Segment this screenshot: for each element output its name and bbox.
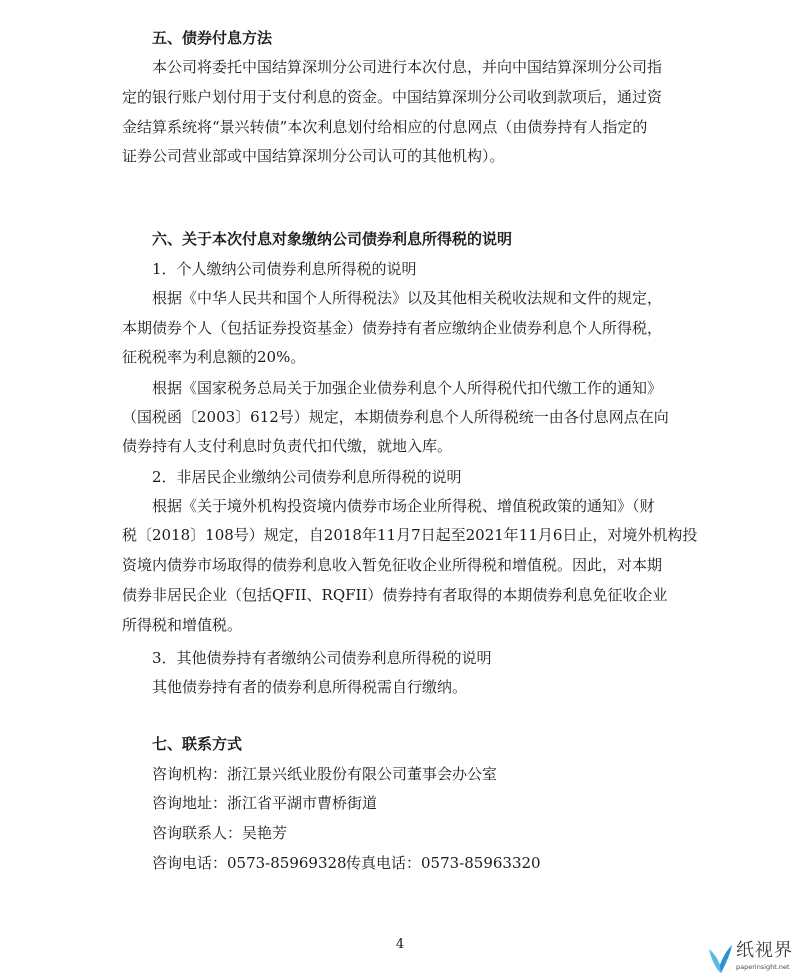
contact-phone: 咨询电话：0573-85969328 (152, 854, 347, 872)
section6-p4: 其他债券持有者的债券利息所得税需自行缴纳。 (152, 678, 468, 696)
section6-p3-line-3: 资境内债券市场取得的债券利息收入暂免征收企业所得税和增值税。因此，对本期 (122, 556, 663, 574)
section6-p2-line-3: 债券持有人支付利息时负责代扣代缴，就地入库。 (122, 437, 453, 455)
section6-p3-line-2: 税〔2018〕108号）规定，自2018年11月7日起至2021年11月6日止，对境外机构投 (122, 526, 698, 544)
contact-fax: 传真电话：0573-85963320 (346, 854, 541, 872)
section5-line-3: 金结算系统将“景兴转债”本次利息划付给相应的付息网点（由债券持有人指定的 (122, 118, 648, 136)
page-number: 4 (395, 937, 405, 952)
section6-p3-line-1: 根据《关于境外机构投资境内债券市场企业所得税、增值税政策的通知》（财 (152, 497, 655, 515)
section6-p3-line-5: 所得税和增值税。 (122, 616, 243, 634)
contact-phone-row (0, 853, 800, 873)
section5-line-1: 本公司将委托中国结算深圳分公司进行本次付息，并向中国结算深圳分公司指 (152, 58, 663, 76)
contact-organization: 咨询机构：浙江景兴纸业股份有限公司董事会办公室 (152, 765, 498, 783)
contact-person: 咨询联系人：吴艳芳 (152, 824, 288, 842)
section5-heading: 五、债券付息方法 (152, 29, 273, 47)
section6-p2-line-1: 根据《国家税务总局关于加强企业债券利息个人所得税代扣代缴工作的通知》 (152, 379, 663, 397)
watermark-url: paperinsight.net (736, 963, 790, 971)
logo-mark-icon (706, 941, 734, 975)
section7-heading: 七、联系方式 (152, 735, 243, 753)
contact-address: 咨询地址：浙江省平湖市曹桥街道 (152, 794, 378, 812)
section6-p3-line-4: 债券非居民企业（包括QFII、RQFII）债券持有者取得的本期债券利息免征收企业 (122, 586, 668, 604)
section6-sub1: 1．个人缴纳公司债券利息所得税的说明 (152, 260, 417, 278)
section5-line-4: 证券公司营业部或中国结算深圳分公司认可的其他机构）。 (122, 147, 505, 165)
section6-sub3: 3．其他债券持有者缴纳公司债券利息所得税的说明 (152, 649, 492, 667)
section6-heading: 六、关于本次付息对象缴纳公司债券利息所得税的说明 (152, 230, 513, 248)
section5-line-2: 定的银行账户划付用于支付利息的资金。中国结算深圳分公司收到款项后，通过资 (122, 88, 663, 106)
section6-p2-line-2: （国税函〔2003〕612号）规定，本期债券利息个人所得税统一由各付息网点在向 (122, 408, 669, 426)
section6-p1-line-3: 征税税率为利息额的20%。 (122, 348, 306, 366)
section6-sub2: 2．非居民企业缴纳公司债券利息所得税的说明 (152, 468, 462, 486)
watermark-name: 纸视界 (736, 940, 793, 961)
section6-p1-line-1: 根据《中华人民共和国个人所得税法》以及其他相关税收法规和文件的规定， (152, 289, 663, 307)
section6-p1-line-2: 本期债券个人（包括证券投资基金）债券持有者应缴纳企业债券利息个人所得税， (122, 319, 663, 337)
watermark-logo (706, 940, 798, 976)
